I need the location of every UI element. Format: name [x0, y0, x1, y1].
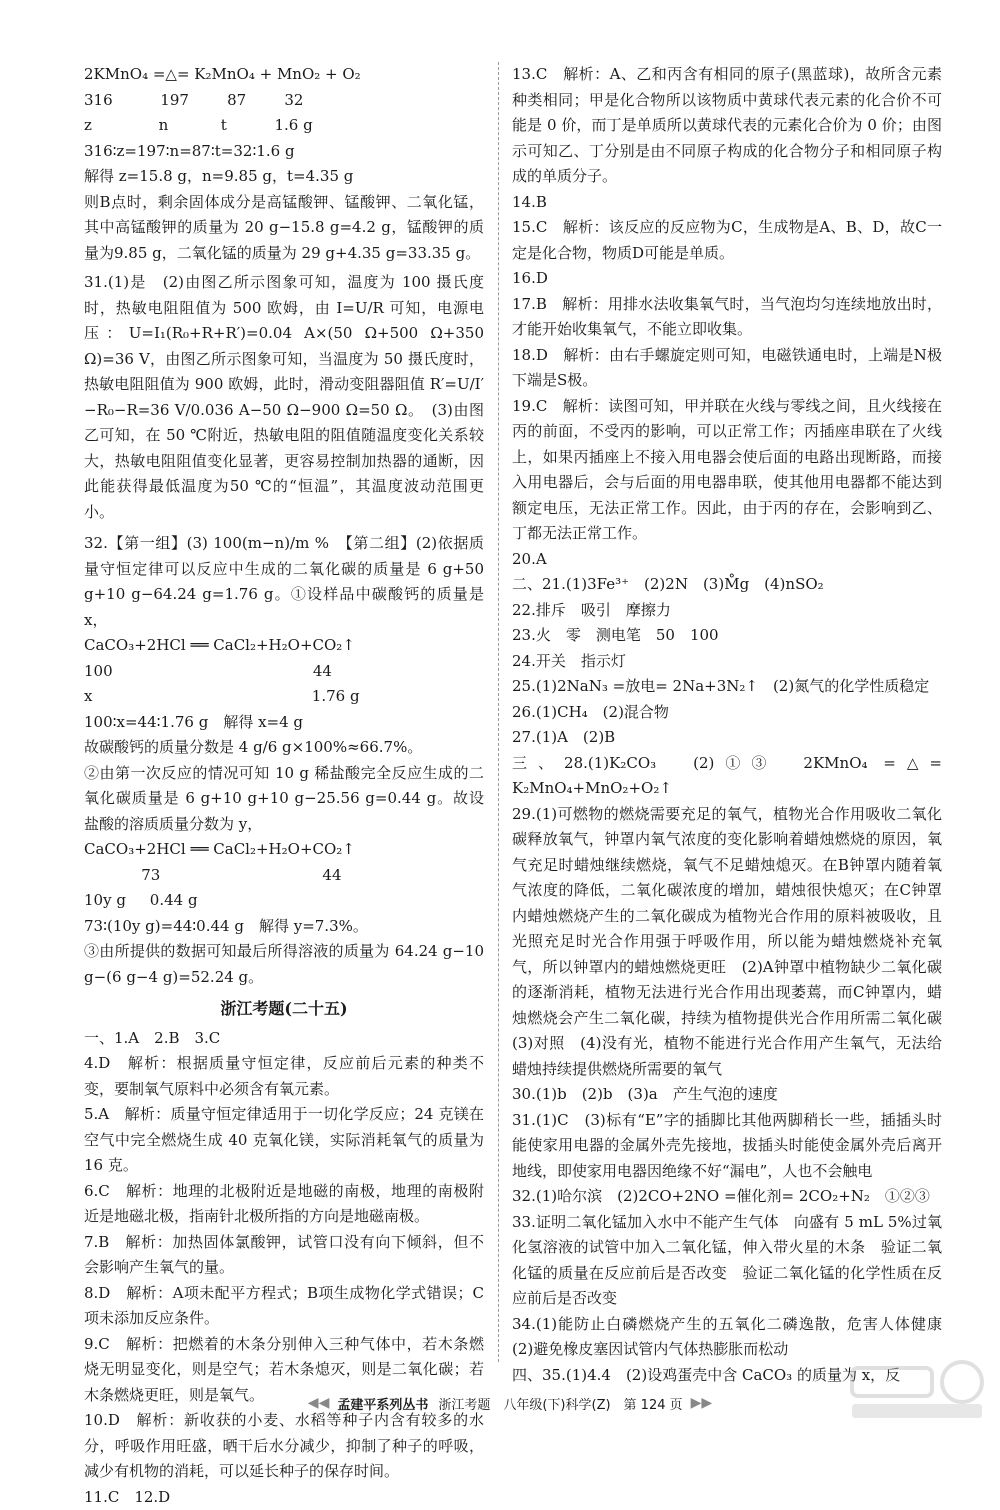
answer-line: 5.A 解析：质量守恒定律适用于一切化学反应；24 克镁在空气中完全燃烧生成 40 克氧化镁，实际消耗氧气的质量为 16 克。: [84, 1102, 484, 1179]
equation-line: CaCO₃+2HCl ══ CaCl₂+H₂O+CO₂↑: [84, 633, 484, 659]
answer-line: 8.D 解析：A项未配平方程式；B项生成物化学式错误；C项未添加反应条件。: [84, 1281, 484, 1332]
left-column: [84, 62, 484, 1510]
answer-line: 三、28.(1)K₂CO₃ (2)①③ 2KMnO₄ =△= K₂MnO₄+MnO₂+O₂↑: [512, 751, 942, 802]
answer-line: 16.D: [512, 266, 942, 292]
page-footer: [190, 1392, 830, 1414]
text-line: 解得 z=15.8 g，n=9.85 g，t=4.35 g: [84, 164, 484, 190]
answer-31: 31.(1)是 (2)由图乙所示图象可知，温度为 100 摄氏度时，热敏电阻阻值为 500 欧姆，由 I=U/R 可知，电源电压：U=I₁(R₀+R+R′)=0.04 A×(50 Ω+500 Ω+350 Ω)=36 V，由图乙所示图象可知，当温度为 50 摄氏度时，热敏电阻阻值为 900 欧姆，此时，滑动变阻器阻值 R′=U/I′−R₀−R=36 V/0.036 A−50 Ω−900 Ω=50 Ω。 (3)由图乙可知，在 50 ℃附近，热敏电阻的阻值随温度变化关系较大，热敏电阻阻值变化显著，更容易控制加热器的通断，因此能获得最低温度为50 ℃的“恒温”，其温度波动范围更小。: [84, 270, 484, 525]
answer-line: 29.(1)可燃物的燃烧需要充足的氧气，植物光合作用吸收二氧化碳释放氧气，钟罩内氧气浓度的变化影响着蜡烛燃烧的原因，氧气充足时蜡烛继续燃烧，氧气不足蜡烛熄灭。在B钟罩内随着氧气浓度的降低，二氧化碳浓度的增加，蜡烛很快熄灭；在C钟罩内蜡烛燃烧产生的二氧化碳成为植物光合作用的原料被吸收，且光照充足时光合作用强于呼吸作用，所以能为蜡烛燃烧补充氧气，所以钟罩内的蜡烛燃烧更旺 (2)A钟罩中植物缺少二氧化碳的逐渐消耗，植物无法进行光合作用出现萎蔫，而C钟罩内，蜡烛燃烧会产生二氧化碳，持续为植物提供光合作用所需二氧化碳 (3)对照 (4)没有光，植物不能进行光合作用产生氧气，无法给蜡烛持续提供燃烧所需要的氧气: [512, 802, 942, 1083]
answer-line: 11.C 12.D: [84, 1485, 484, 1510]
text-line: 316∶z=197∶n=87∶t=32∶1.6 g: [84, 139, 484, 165]
answer-line: 7.B 解析：加热固体氯酸钾，试管口没有向下倾斜，但不会影响产生氧气的量。: [84, 1230, 484, 1281]
equation-line: 73 44: [84, 863, 484, 889]
paragraph: ②由第一次反应的情况可知 10 g 稀盐酸完全反应生成的二氧化碳质量是 6 g+10 g+10 g−25.56 g=0.44 g。故设盐酸的溶质质量分数为 y，: [84, 761, 484, 838]
equation-line: 10y g 0.44 g: [84, 888, 484, 914]
answer-line: 17.B 解析：用排水法收集氧气时，当气泡均匀连续地放出时，才能开始收集氧气，不能立即收集。: [512, 292, 942, 343]
equation-line: 100 44: [84, 659, 484, 685]
text-line: 73∶(10y g)=44∶0.44 g 解得 y=7.3%。: [84, 914, 484, 940]
right-arrow-icon: ▶▶: [691, 1395, 713, 1411]
answer-line: 24.开关 指示灯: [512, 649, 942, 675]
paragraph: ③由所提供的数据可知最后所得溶液的质量为 64.24 g−10 g−(6 g−4 g)=52.24 g。: [84, 939, 484, 990]
answer-32: 32.【第一组】(3) 100(m−n)/m % 【第二组】(2)依据质量守恒定律可以反应中生成的二氧化碳的质量是 6 g+50 g+10 g−64.24 g=1.76 g。①设样品中碳酸钙的质量是 x，: [84, 531, 484, 633]
answer-line: 一、1.A 2.B 3.C: [84, 1026, 484, 1052]
answer-line: 22.排斥 吸引 摩擦力: [512, 598, 942, 624]
text-line: 100∶x=44∶1.76 g 解得 x=4 g: [84, 710, 484, 736]
answer-line: 33.证明二氧化锰加入水中不能产生气体 向盛有 5 mL 5%过氧化氢溶液的试管中加入二氧化锰，伸入带火星的木条 验证二氧化锰的质量在反应前后是否改变 验证二氧化锰的化学性质在反应前后是否改变: [512, 1210, 942, 1312]
column-divider: [498, 62, 499, 1362]
answer-line: 二、21.(1)3Fe³⁺ (2)2N (3)M̊g (4)nSO₂: [512, 572, 942, 598]
answer-line: 25.(1)2NaN₃ =放电= 2Na+3N₂↑ (2)氮气的化学性质稳定: [512, 674, 942, 700]
answer-line: 23.火 零 测电笔 50 100: [512, 623, 942, 649]
equation-line: x 1.76 g: [84, 684, 484, 710]
equation-line: CaCO₃+2HCl ══ CaCl₂+H₂O+CO₂↑: [84, 837, 484, 863]
right-column: [512, 62, 942, 1388]
answer-line: 31.(1)C (3)标有“E”字的插脚比其他两脚稍长一些，插插头时能使家用电器的金属外壳先接地，拔插头时能使金属外壳后离开地线，即使家用电器因绝缘不好“漏电”，人也不会触电: [512, 1108, 942, 1185]
answer-line: 19.C 解析：读图可知，甲并联在火线与零线之间，且火线接在丙的前面，不受丙的影响，可以正常工作；丙插座串联在了火线上，如果丙插座上不接入用电器会使后面的电路出现断路，而接入用电器后，会与后面的用电器串联，使其他用电器都不能达到额定电压，无法正常工作。因此，由于丙的存在，会影响到乙、丁都无法正常工作。: [512, 394, 942, 547]
answer-line: 13.C 解析：A、乙和丙含有相同的原子(黑蓝球)，故所含元素种类相同；甲是化合物所以该物质中黄球代表元素的化合价不可能是 0 价，而丁是单质所以黄球代表的元素化合价为 0 价；由图示可知乙、丁分别是由不同原子构成的化合物分子和相同原子构成的单质分子。: [512, 62, 942, 190]
paragraph: 则B点时，剩余固体成分是高锰酸钾、锰酸钾、二氧化锰，其中高锰酸钾的质量为 20 g−15.8 g=4.2 g，锰酸钾的质量为9.85 g，二氧化锰的质量为 29 g+4.35 g=33.35 g。: [84, 190, 484, 267]
left-arrow-icon: ◀◀: [308, 1395, 330, 1411]
answer-line: 26.(1)CH₄ (2)混合物: [512, 700, 942, 726]
section-title: 浙江考题(二十五): [84, 996, 484, 1022]
answer-line: 6.C 解析：地理的北极附近是地磁的南极，地理的南极附近是地磁北极，指南针北极所指的方向是地磁南极。: [84, 1179, 484, 1230]
answer-line: 34.(1)能防止白磷燃烧产生的五氧化二磷逸散，危害人体健康 (2)避免橡皮塞因试管内气体热膨胀而松动: [512, 1312, 942, 1363]
equation-line: 2KMnO₄ =△= K₂MnO₄ + MnO₂ + O₂: [84, 62, 484, 88]
answer-line: 9.C 解析：把燃着的木条分别伸入三种气体中，若木条燃烧无明显变化，则是空气；若木条熄灭，则是二氧化碳；若木条燃烧更旺，则是氧气。: [84, 1332, 484, 1409]
answer-line: 20.A: [512, 547, 942, 573]
answer-line: 15.C 解析：该反应的反应物为C，生成物是A、B、D，故C一定是化合物，物质D可能是单质。: [512, 215, 942, 266]
watermark-logo-icon: [842, 1354, 992, 1424]
answer-line: 32.(1)哈尔滨 (2)2CO+2NO =催化剂= 2CO₂+N₂ ①②③: [512, 1184, 942, 1210]
equation-line: 316 197 87 32: [84, 88, 484, 114]
footer-brand: 孟建平系列丛书: [337, 1394, 428, 1413]
answer-line: 30.(1)b (2)b (3)a 产生气泡的速度: [512, 1082, 942, 1108]
answer-line: 27.(1)A (2)B: [512, 725, 942, 751]
answer-line: 14.B: [512, 190, 942, 216]
answer-line: 18.D 解析：由右手螺旋定则可知，电磁铁通电时，上端是N极下端是S极。: [512, 343, 942, 394]
answer-line: 四、35.(1)4.4 (2)设鸡蛋壳中含 CaCO₃ 的质量为 x，反: [512, 1363, 942, 1389]
answer-line: 4.D 解析：根据质量守恒定律，反应前后元素的种类不变，要制氧气原料中必须含有氧元素。: [84, 1051, 484, 1102]
text-line: 故碳酸钙的质量分数是 4 g/6 g×100%≈66.7%。: [84, 735, 484, 761]
answer-line: 10.D 解析：新收获的小麦、水稻等种子内含有较多的水分，呼吸作用旺盛，晒干后水分减少，抑制了种子的呼吸，减少有机物的消耗，可以延长种子的保存时间。: [84, 1408, 484, 1485]
equation-line: z n t 1.6 g: [84, 113, 484, 139]
footer-text: 浙江考题 八年级(下)科学(Z) 第 124 页: [438, 1394, 682, 1413]
